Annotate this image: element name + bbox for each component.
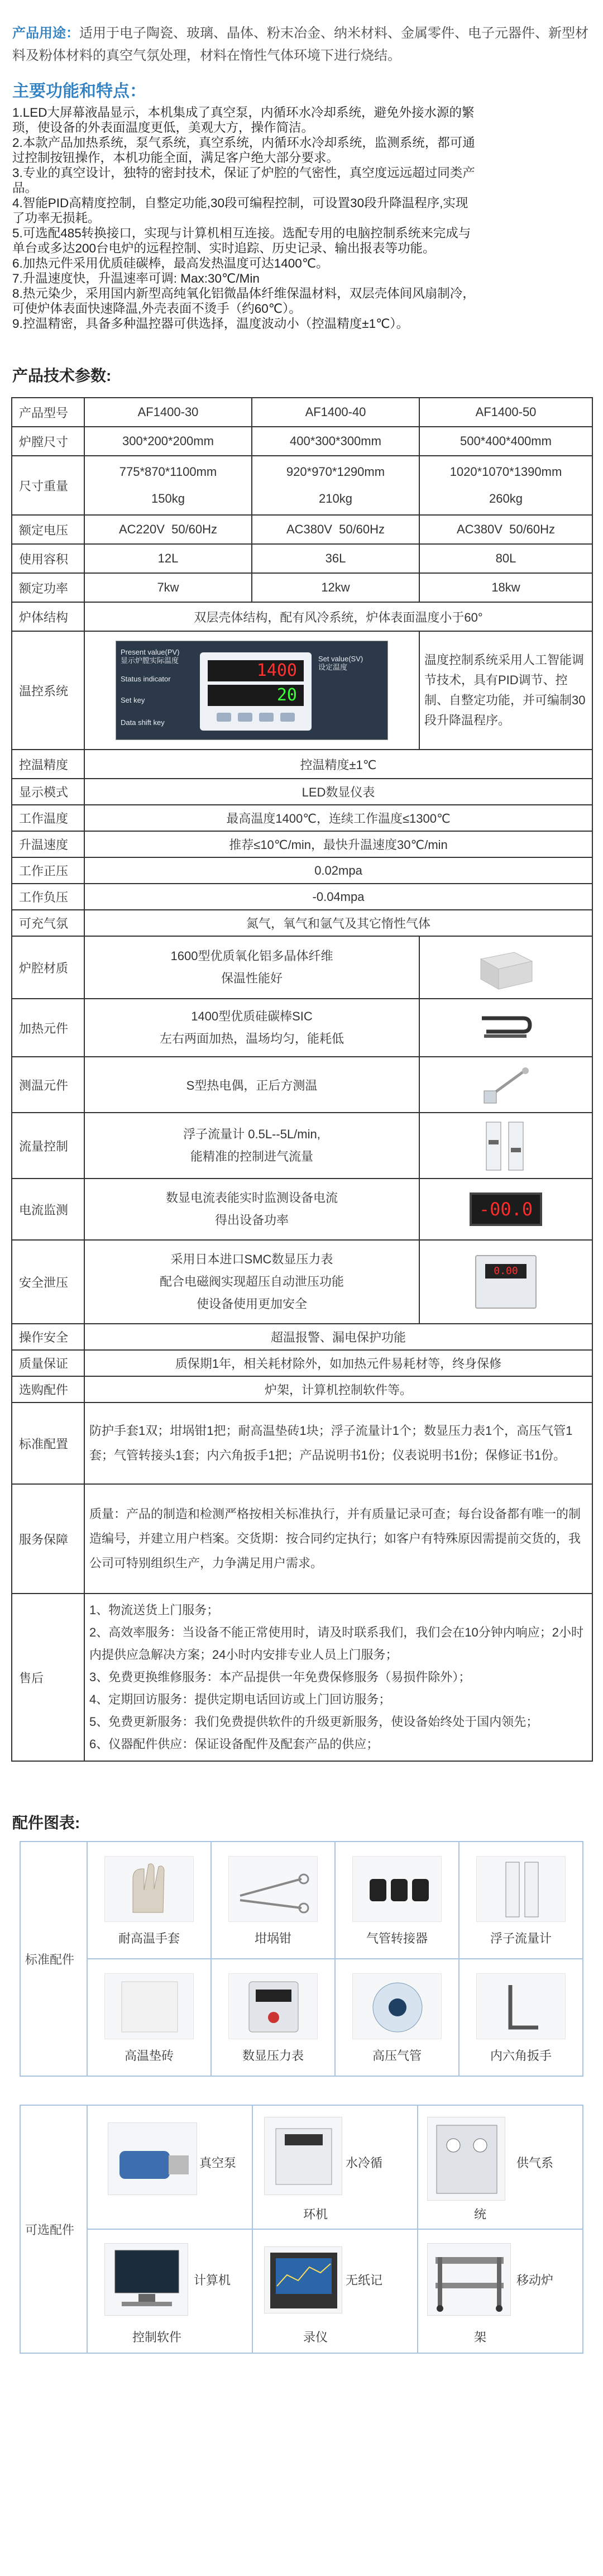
row-label: 尺寸重量 <box>12 456 84 515</box>
accessory-cell <box>459 1842 583 1959</box>
model-cell: AF1400-50 <box>419 398 592 427</box>
controller-image-cell <box>84 631 419 750</box>
pressure-gauge-image <box>228 1973 318 2039</box>
after-sales-line: 1、物流送货上门服务； <box>89 1603 219 1617</box>
safety-line: 配合电磁阀实现超压自动泄压功能 <box>159 1275 344 1289</box>
accessory-cell <box>87 1842 211 1959</box>
accessory-caption: 控制软件 <box>132 2330 182 2344</box>
controller-panel <box>200 652 312 731</box>
dims-value: 1020*1070*1390mm <box>449 465 562 479</box>
sv-annotation: Set value(SV) 设定温度 <box>318 655 363 671</box>
accessory-caption: 耐高温手套 <box>118 1931 180 1945</box>
feature-line: 8.热元染少，采用国内新型高纯氧化铝微晶体纤维保温材料，双层壳体间风扇制冷， <box>12 287 475 300</box>
chamber-image-cell <box>419 936 592 999</box>
value-cell: 500*400*400mm <box>419 427 592 456</box>
usage-paragraph <box>12 22 593 67</box>
vacuum-pump-image <box>108 2122 197 2195</box>
table-row <box>20 1959 583 2076</box>
spec-table <box>11 397 593 1762</box>
value-cell: 300*200*200mm <box>84 427 252 456</box>
table-row <box>12 936 592 999</box>
usage-text: 适用于电子陶瓷、玻璃、晶体、粉末冶金、纳米材料、金属零件、电子元器件、新型材料及粉体材料的真空气氛处理，材料在惰性气体环境下进行烧结。 <box>12 26 588 63</box>
gloves-image <box>104 1856 194 1922</box>
dims-value: 920*970*1290mm <box>286 465 385 479</box>
row-label: 炉体结构 <box>12 602 84 631</box>
accessory-cell <box>211 1959 335 2076</box>
table-row <box>12 805 592 831</box>
table-row <box>12 910 592 936</box>
weight-value: 260kg <box>489 492 523 505</box>
dims-value: 775*870*1100mm <box>119 465 217 479</box>
flow-line: 浮子流量计 0.5L--5L/min, <box>183 1127 320 1141</box>
after-sales-line: 4、定期回访服务：提供定期电话回访或上门回访服务； <box>89 1692 391 1706</box>
feature-line: 4.智能PID高精度控制，自整定功能,30段可编程控制，可设置30段升降温程序,实现 <box>12 196 468 210</box>
accessory-cell <box>459 1959 583 2076</box>
value-cell: 质保期1年，相关耗材除外，如加热元件易耗材等，终身保修 <box>84 1350 592 1376</box>
feature-line: 5.可选配485转换接口，实现与计算机相互连接。选配专用的电脑控制系统来完成与 <box>12 226 471 240</box>
feature-line: 琐，使设备的外表面温度更低，美观大方，操作简洁。 <box>12 121 314 135</box>
table-row <box>12 884 592 910</box>
gas-supply-system-image <box>427 2117 505 2201</box>
heater-line: 1400型优质硅碳棒SIC <box>191 1009 313 1023</box>
table-row <box>12 544 592 573</box>
key-icon <box>280 713 295 722</box>
table-row <box>12 602 592 631</box>
temperature-controller-image <box>116 641 388 740</box>
row-label: 流量控制 <box>12 1113 84 1179</box>
table-row <box>12 831 592 857</box>
accessory-cell <box>252 2229 418 2353</box>
value-cell: AC380V 50/60Hz <box>419 515 592 544</box>
key-icon <box>217 713 231 722</box>
value-cell: 400*300*300mm <box>252 427 419 456</box>
value-cell <box>84 1594 592 1761</box>
refractory-brick-image <box>104 1973 194 2039</box>
row-label: 测温元件 <box>12 1057 84 1113</box>
accessory-cell <box>418 2229 583 2353</box>
paperless-recorder-image <box>264 2246 342 2313</box>
insulation-block-image <box>475 942 537 993</box>
value-cell: AC220V 50/60Hz <box>84 515 252 544</box>
accessory-caption: 高温垫砖 <box>124 2049 174 2063</box>
table-row <box>12 456 592 515</box>
row-label: 工作温度 <box>12 805 84 831</box>
accessory-cell <box>87 2105 252 2229</box>
flowmeter-image <box>475 1118 537 1173</box>
row-label: 安全泄压 <box>12 1240 84 1324</box>
table-row <box>12 1324 592 1350</box>
pressure-gauge-image <box>475 1255 537 1309</box>
value-cell: 12L <box>84 544 252 573</box>
feature-line: 6.加热元件采用优质硅碳棒，最高发热温度可达1400℃。 <box>12 256 329 270</box>
feature-line: 9.控温精密，具备多种温控器可供选择，温度波动小（控温精度±1℃）。 <box>12 317 409 331</box>
ammeter-display: -00.0 <box>470 1192 542 1226</box>
row-label: 服务保障 <box>12 1484 84 1594</box>
value-cell <box>84 456 252 515</box>
value-cell: 质量：产品的制造和检测严格按相关标准执行，并有质量记录可查；每台设备都有唯一的制造编号，并建立用户档案。交货期：按合同约定执行；如客户有特殊原因需提前交货的，我公司可特别组织生产，力争满足用户需求。 <box>84 1484 592 1594</box>
feature-line: 品。 <box>12 181 38 195</box>
accessory-caption: 环机 <box>303 2207 328 2221</box>
accessory-cell <box>418 2105 583 2229</box>
table-row <box>12 750 592 779</box>
value-cell <box>84 1240 419 1324</box>
accessory-caption: 水冷循 <box>346 2156 383 2170</box>
flowmeter-image <box>476 1856 566 1922</box>
current-line: 数显电流表能实时监测设备电流 <box>165 1191 338 1205</box>
value-cell: 控温精度±1℃ <box>84 750 592 779</box>
row-label: 炉膛尺寸 <box>12 427 84 456</box>
table-row <box>12 1057 592 1113</box>
row-label: 加热元件 <box>12 999 84 1057</box>
accessory-caption: 坩埚钳 <box>254 1931 291 1945</box>
accessory-caption: 统 <box>474 2207 487 2221</box>
feature-line: 可使炉体表面快速降温,外壳表面不烫手（约60℃）。 <box>12 302 302 316</box>
feature-line: 过控制按钮操作，本机功能全面，满足客户绝大部分要求。 <box>12 151 339 165</box>
key-icon <box>259 713 274 722</box>
accessory-caption: 数显压力表 <box>242 2049 304 2063</box>
safety-line: 使设备使用更加安全 <box>196 1297 307 1311</box>
accessories-title: 配件图表: <box>12 1814 80 1831</box>
value-cell <box>84 1179 419 1240</box>
row-label: 工作正压 <box>12 857 84 884</box>
table-row <box>12 1113 592 1179</box>
accessory-caption: 架 <box>474 2330 487 2344</box>
value-cell: AC380V 50/60Hz <box>252 515 419 544</box>
after-sales-line: 2、高效率服务：当设备不能正常使用时，请及时联系我们，我们会在10分钟内响应；2小时内提供应急解决方案；24小时内安排专业人员上门服务； <box>89 1625 583 1662</box>
row-label: 标准配置 <box>12 1403 84 1484</box>
accessory-cell <box>87 2229 252 2353</box>
pv-display: 1400 <box>208 660 304 681</box>
feature-line: 1.LED大屏幕液晶显示，本机集成了真空泵，内循环水冷却系统，避免外接水源的繁 <box>12 106 475 120</box>
accessory-caption: 真空泵 <box>199 2156 237 2170</box>
value-cell: 双层壳体结构，配有风冷系统，炉体表面温度小于60° <box>84 602 592 631</box>
row-label: 温控系统 <box>12 631 84 750</box>
after-sales-line: 5、免费更新服务：我们免费提供软件的升级更新服务，使设备始终处于国内领先； <box>89 1715 539 1729</box>
accessory-caption: 录仪 <box>303 2330 328 2344</box>
row-label: 产品型号 <box>12 398 84 427</box>
value-cell: 氮气，氧气和氩气及其它惰性气体 <box>84 910 592 936</box>
weight-value: 150kg <box>151 492 185 505</box>
value-cell: LED数显仪表 <box>84 779 592 805</box>
temp-system-description: 温度控制系统采用人工智能调节技术，具有PID调节、控制、自整定功能，并可编制30段升降温程序。 <box>419 631 592 750</box>
feature-line: 2.本款产品加热系统，泵气系统，真空系统，内循环水冷却系统，监测系统，都可通 <box>12 136 475 150</box>
computer-image <box>104 2243 188 2316</box>
usage-label: 产品用途： <box>12 26 79 41</box>
feature-line: 7.升温速度快，升温速率可调: Max:30℃/Min <box>12 271 260 285</box>
optional-accessories-table <box>20 2105 583 2354</box>
value-cell: 最高温度1400℃，连续工作温度≤1300℃ <box>84 805 592 831</box>
model-cell: AF1400-30 <box>84 398 252 427</box>
table-row <box>20 2105 583 2229</box>
status-annotation: Status indicator <box>121 675 171 683</box>
standard-accessories-table <box>20 1841 583 2077</box>
accessory-caption: 供气系 <box>516 2156 554 2170</box>
accessory-caption: 无纸记 <box>346 2273 383 2287</box>
table-row <box>12 1350 592 1376</box>
table-row <box>12 427 592 456</box>
key-icon <box>238 713 252 722</box>
table-row <box>12 1240 592 1324</box>
value-cell: 炉架，计算机控制软件等。 <box>84 1376 592 1403</box>
pv-annotation: Present value(PV) 显示炉膛实际温度 <box>121 648 180 665</box>
row-label: 额定电压 <box>12 515 84 544</box>
accessory-cell <box>252 2105 418 2229</box>
table-row <box>12 999 592 1057</box>
row-label: 操作安全 <box>12 1324 84 1350</box>
heater-image-cell <box>419 999 592 1057</box>
standard-accessories-label: 标准配件 <box>20 1842 87 2076</box>
value-cell: 推荐≤10℃/min，最快升温速度30℃/min <box>84 831 592 857</box>
thermo-image-cell <box>419 1057 592 1113</box>
value-cell <box>84 1113 419 1179</box>
table-row <box>12 1403 592 1484</box>
safety-line: 采用日本进口SMC数显压力表 <box>170 1252 333 1266</box>
optional-accessories-label: 可选配件 <box>20 2105 87 2353</box>
row-label: 使用容积 <box>12 544 84 573</box>
accessory-caption: 气管转接器 <box>366 1931 428 1945</box>
controller-keys <box>217 713 295 723</box>
table-row <box>12 1376 592 1403</box>
accessory-caption: 移动炉 <box>516 2273 554 2287</box>
sic-rod-image <box>475 1003 537 1053</box>
sv-display: 20 <box>208 685 304 706</box>
value-cell <box>84 936 419 999</box>
value-cell: -0.04mpa <box>84 884 592 910</box>
features-list <box>12 105 593 331</box>
feature-line: 单台或多达200台电炉的远程控制、实时追踪、历史记录、输出报表等功能。 <box>12 241 436 255</box>
table-row <box>12 857 592 884</box>
value-cell: 防护手套1双；坩埚钳1把；耐高温垫砖1块；浮子流量计1个；数显压力表1个，高压气管1套；气管转接头1套；内六角扳手1把；产品说明书1份；仪表说明书1份；保修证书1份。 <box>84 1403 592 1484</box>
table-row <box>12 515 592 544</box>
table-row <box>12 631 592 750</box>
water-chiller-image <box>264 2117 342 2195</box>
furnace-cart-image <box>427 2243 511 2316</box>
table-row <box>12 1179 592 1240</box>
feature-line: 了功率无损耗。 <box>12 211 100 225</box>
value-cell: 超温报警、漏电保护功能 <box>84 1324 592 1350</box>
table-row <box>20 2229 583 2353</box>
spec-title: 产品技术参数: <box>12 367 112 384</box>
set-key-annotation: Set key <box>121 696 145 704</box>
accessory-caption: 浮子流量计 <box>490 1931 552 1945</box>
current-image-cell <box>419 1179 592 1240</box>
after-sales-line: 3、免费更换维修服务：本产品提供一年免费保修服务（易损件除外）； <box>89 1670 471 1684</box>
value-cell: S型热电偶，正后方测温 <box>84 1057 419 1113</box>
table-row <box>12 398 592 427</box>
safety-image-cell <box>419 1240 592 1324</box>
table-row <box>20 1842 583 1959</box>
row-label: 工作负压 <box>12 884 84 910</box>
flow-image-cell <box>419 1113 592 1179</box>
value-cell: 7kw <box>84 573 252 602</box>
accessory-cell <box>335 1842 459 1959</box>
accessory-caption: 高压气管 <box>372 2049 422 2063</box>
value-cell <box>252 456 419 515</box>
table-row <box>12 779 592 805</box>
table-row <box>12 573 592 602</box>
value-cell: 36L <box>252 544 419 573</box>
accessory-cell <box>335 1959 459 2076</box>
intro-section <box>0 0 603 331</box>
row-label: 控温精度 <box>12 750 84 779</box>
thermocouple-image <box>475 1060 537 1110</box>
value-cell: 80L <box>419 544 592 573</box>
hex-wrench-image <box>476 1973 566 2039</box>
value-cell: 0.02mpa <box>84 857 592 884</box>
feature-line: 3.专业的真空设计，独特的密封技术，保证了炉腔的气密性，真空度远远超过同类产 <box>12 166 475 180</box>
accessory-caption: 计算机 <box>194 2273 231 2287</box>
after-sales-line: 6、仪器配件供应：保证设备配件及配套产品的供应； <box>89 1737 379 1751</box>
row-label: 售后 <box>12 1594 84 1761</box>
value-cell: 12kw <box>252 573 419 602</box>
accessory-caption: 内六角扳手 <box>490 2049 552 2063</box>
row-label: 选购配件 <box>12 1376 84 1403</box>
accessory-cell <box>211 1842 335 1959</box>
row-label: 显示模式 <box>12 779 84 805</box>
row-label: 额定功率 <box>12 573 84 602</box>
hose-reel-image <box>352 1973 442 2039</box>
hose-adapter-image <box>352 1856 442 1922</box>
row-label: 电流监测 <box>12 1179 84 1240</box>
pressure-gauge-display: 0.00 <box>485 1264 527 1279</box>
row-label: 质量保证 <box>12 1350 84 1376</box>
value-cell <box>419 456 592 515</box>
crucible-tongs-image <box>228 1856 318 1922</box>
value-cell: 18kw <box>419 573 592 602</box>
shift-key-annotation: Data shift key <box>121 718 165 727</box>
table-row <box>12 1484 592 1594</box>
table-row <box>12 1594 592 1761</box>
flow-line: 能精准的控制进气流量 <box>190 1149 313 1163</box>
chamber-line: 1600型优质氧化铝多晶体纤维 <box>170 949 333 963</box>
features-title: 主要功能和特点： <box>12 82 146 101</box>
current-line: 得出设备功率 <box>214 1213 289 1227</box>
model-cell: AF1400-40 <box>252 398 419 427</box>
row-label: 可充气氛 <box>12 910 84 936</box>
weight-value: 210kg <box>319 492 352 505</box>
row-label: 升温速度 <box>12 831 84 857</box>
row-label: 炉腔材质 <box>12 936 84 999</box>
accessory-cell <box>87 1959 211 2076</box>
value-cell <box>84 999 419 1057</box>
chamber-line: 保温性能好 <box>221 971 283 985</box>
heater-line: 左右两面加热，温场均匀，能耗低 <box>159 1032 344 1046</box>
